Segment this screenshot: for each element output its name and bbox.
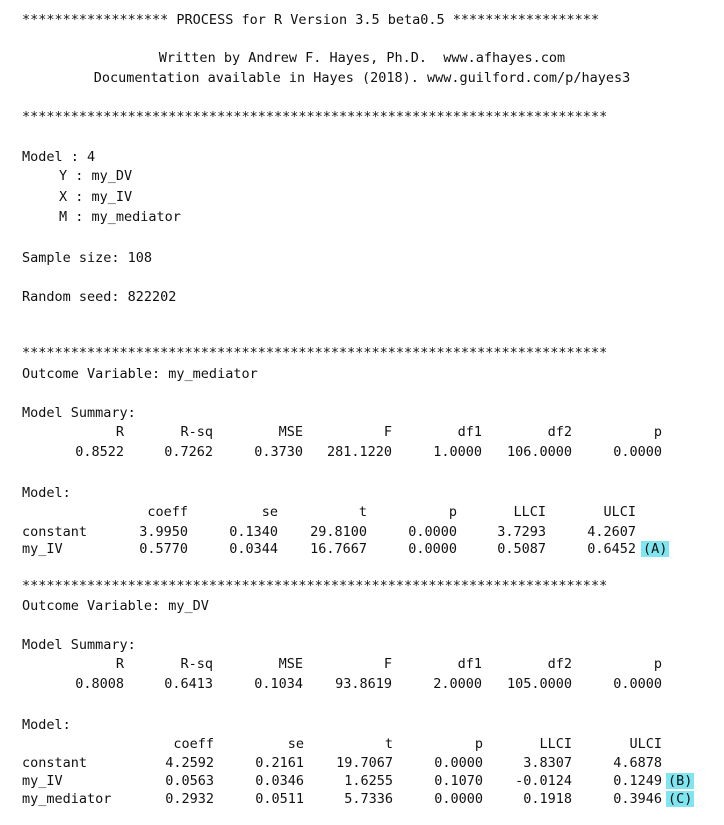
coef-cell: 0.1070	[434, 773, 483, 789]
table-row	[0, 755, 724, 771]
coef-cell: -0.0124	[515, 773, 572, 789]
coef-cell: 0.5087	[497, 541, 546, 557]
block1-model-label: Model:	[22, 485, 71, 501]
coef-cell: 3.7293	[497, 524, 546, 540]
summary-value: 93.8619	[335, 676, 392, 692]
summary-header: df1	[457, 656, 482, 672]
table-row	[0, 773, 724, 789]
summary-value: 0.7262	[164, 444, 213, 460]
coef-cell: 5.7336	[344, 791, 393, 807]
highlight-tag-b: (B)	[668, 773, 693, 789]
coef-header: ULCI	[629, 736, 662, 752]
coef-header: LLCI	[513, 504, 546, 520]
summary-header: df1	[457, 424, 482, 440]
summary-value: 281.1220	[326, 444, 392, 460]
coef-cell: 3.8307	[523, 755, 572, 771]
coef-header: se	[287, 736, 304, 752]
block1-summary-label: Model Summary:	[22, 405, 136, 421]
summary-header: R	[115, 656, 124, 672]
summary-value: 0.3730	[254, 444, 303, 460]
coef-header: coeff	[173, 736, 214, 752]
coef-header: ULCI	[603, 504, 636, 520]
model-number: Model : 4	[22, 149, 96, 165]
row-label: my_mediator	[22, 791, 112, 807]
coef-cell: 4.2607	[587, 524, 636, 540]
coef-cell: 0.1340	[229, 524, 278, 540]
summary-header: MSE	[278, 656, 303, 672]
coef-cell: 3.9950	[139, 524, 188, 540]
coef-cell: 0.0563	[165, 773, 214, 789]
block2-model-label: Model:	[22, 717, 71, 733]
summary-value: 105.0000	[506, 676, 572, 692]
row-label: my_IV	[22, 773, 63, 789]
coef-cell: 1.6255	[344, 773, 393, 789]
summary-value: 0.0000	[613, 444, 662, 460]
summary-value: 106.0000	[506, 444, 572, 460]
summary-header: df2	[547, 656, 572, 672]
block1-stars: ************************************************************************	[22, 345, 608, 361]
coef-header: p	[448, 504, 457, 520]
model-m: M : my_mediator	[59, 209, 181, 225]
model-x: X : my_IV	[59, 189, 133, 205]
coef-cell: 0.1918	[523, 791, 572, 807]
summary-value: 0.0000	[613, 676, 662, 692]
row-label: my_IV	[22, 541, 63, 557]
block1-summary-headers	[0, 424, 724, 440]
random-seed: Random seed: 822202	[22, 289, 177, 305]
coef-header: LLCI	[539, 736, 572, 752]
coef-header: t	[384, 736, 393, 752]
block1-summary-values	[0, 444, 724, 460]
coef-cell: 0.0000	[434, 755, 483, 771]
coef-cell: 0.0344	[229, 541, 278, 557]
block2-summary-headers	[0, 656, 724, 672]
row-label: constant	[22, 755, 88, 771]
summary-value: 1.0000	[433, 444, 482, 460]
block2-summary-label: Model Summary:	[22, 637, 136, 653]
sample-size: Sample size: 108	[22, 250, 153, 266]
row-label: constant	[22, 524, 88, 540]
summary-header: MSE	[278, 424, 303, 440]
coef-cell: 29.8100	[310, 524, 367, 540]
summary-value: 0.1034	[254, 676, 303, 692]
highlight-tag-c: (C)	[668, 791, 693, 807]
coef-header: coeff	[147, 504, 188, 520]
summary-header: R	[115, 424, 124, 440]
coef-cell: 0.1249	[613, 773, 662, 789]
coef-cell: 0.0511	[255, 791, 304, 807]
coef-cell: 4.6878	[613, 755, 662, 771]
coef-header: t	[358, 504, 367, 520]
block2-outcome: Outcome Variable: my_DV	[22, 598, 209, 614]
coef-cell: 0.0346	[255, 773, 304, 789]
coef-cell: 0.0000	[408, 524, 457, 540]
summary-header: F	[383, 656, 392, 672]
summary-header: p	[653, 656, 662, 672]
block1-coef-headers	[0, 504, 724, 520]
coef-cell: 0.0000	[434, 791, 483, 807]
coef-cell: 0.3946	[613, 791, 662, 807]
block2-stars: ************************************************************************	[22, 578, 608, 594]
model-y: Y : my_DV	[59, 168, 133, 184]
banner-author: Written by Andrew F. Hayes, Ph.D. www.afhayes.com	[158, 50, 566, 66]
summary-value: 2.0000	[433, 676, 482, 692]
table-row	[0, 791, 724, 807]
coef-header: se	[261, 504, 278, 520]
summary-header: p	[653, 424, 662, 440]
banner-doc: Documentation available in Hayes (2018). www.guilford.com/p/hayes3	[93, 70, 631, 86]
coef-header: p	[474, 736, 483, 752]
coef-cell: 16.7667	[310, 541, 367, 557]
block2-coef-headers	[0, 736, 724, 752]
table-row	[0, 524, 724, 540]
summary-header: F	[383, 424, 392, 440]
coef-cell: 19.7067	[336, 755, 393, 771]
highlight-tag-a: (A)	[643, 541, 668, 557]
coef-cell: 0.0000	[408, 541, 457, 557]
table-row	[0, 541, 724, 557]
coef-cell: 0.2161	[255, 755, 304, 771]
block2-summary-values	[0, 676, 724, 692]
coef-cell: 0.5770	[139, 541, 188, 557]
coef-cell: 0.6452	[587, 541, 636, 557]
summary-header: R-sq	[180, 656, 213, 672]
summary-value: 0.6413	[164, 676, 213, 692]
summary-value: 0.8008	[75, 676, 124, 692]
summary-header: df2	[547, 424, 572, 440]
summary-value: 0.8522	[75, 444, 124, 460]
banner-stars: ************************************************************************	[22, 109, 608, 125]
coef-cell: 0.2932	[165, 791, 214, 807]
summary-header: R-sq	[180, 424, 213, 440]
banner-top: ****************** PROCESS for R Version 3.5 beta0.5 ******************	[22, 12, 600, 28]
block1-outcome: Outcome Variable: my_mediator	[22, 366, 258, 382]
coef-cell: 4.2592	[165, 755, 214, 771]
